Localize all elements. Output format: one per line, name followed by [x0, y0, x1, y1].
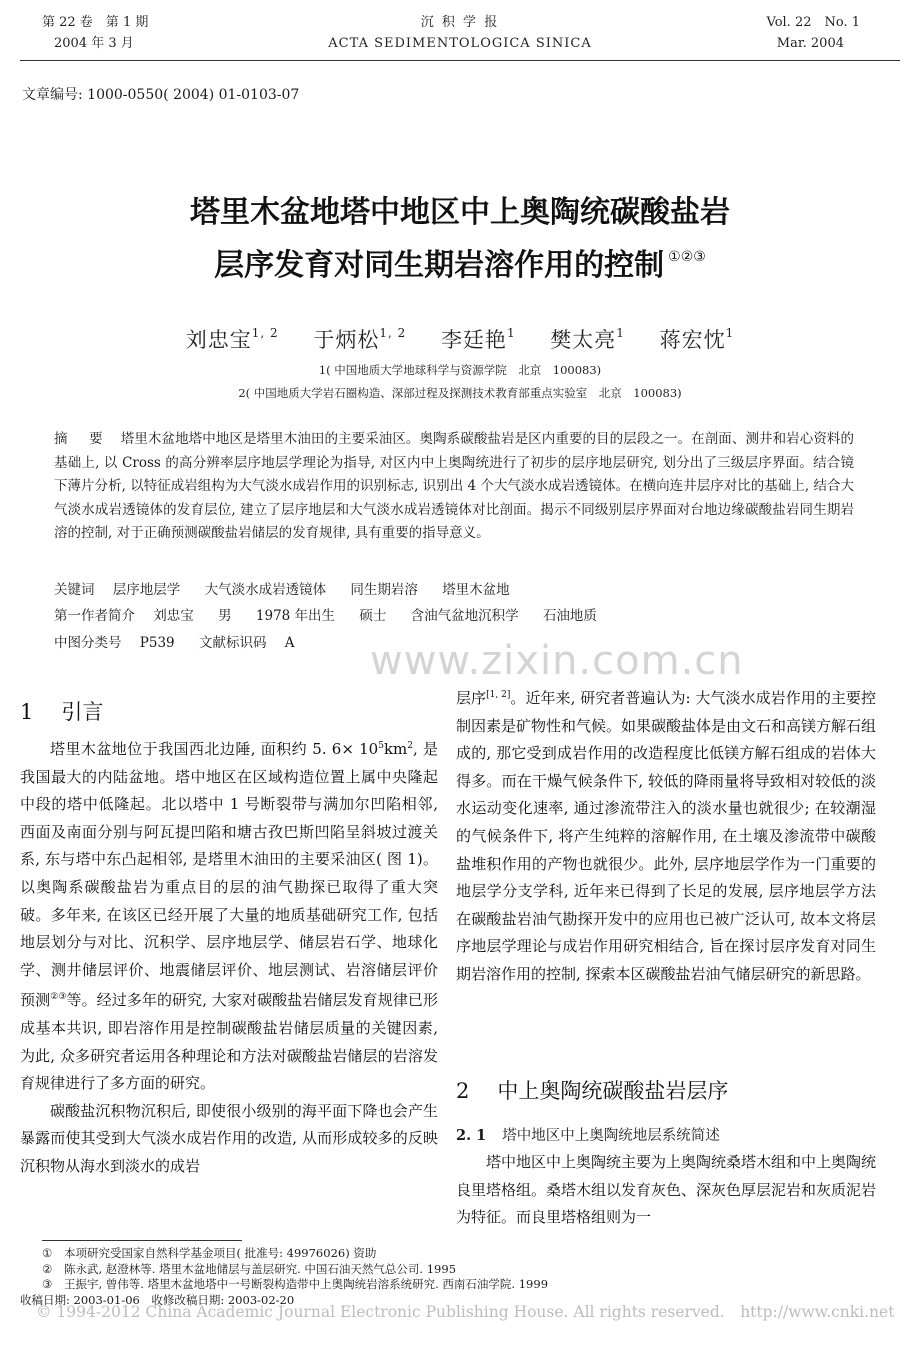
- classification-label: 中图分类号: [54, 635, 122, 651]
- bio-item: 石油地质: [542, 608, 597, 624]
- keyword: 大气淡水成岩透镜体: [204, 582, 327, 598]
- author: [660, 328, 735, 352]
- document-code: A: [284, 635, 295, 651]
- paragraph: [456, 682, 876, 989]
- footnote-text: 本项研究受国家自然科学基金项目( 批准号: 49976026) 资助: [64, 1246, 377, 1260]
- footnote: [42, 1246, 376, 1260]
- keywords-label: 关键词: [54, 582, 95, 598]
- exponent: 5: [378, 741, 384, 751]
- text-run: km: [383, 740, 408, 758]
- volume-issue-en: Vol. 22 No. 1: [766, 15, 860, 30]
- abstract-label: 摘 要: [54, 431, 107, 447]
- author-affiliation: 1, 2: [379, 326, 407, 340]
- author-name: 李廷艳: [440, 328, 507, 352]
- journal-title-en: ACTA SEDIMENTOLOGICA SINICA: [328, 36, 592, 51]
- author: [186, 328, 279, 352]
- footnote-mark: ②③: [50, 992, 67, 1003]
- paragraph: 塔中地区中上奥陶统主要为上奥陶统桑塔木组和中上奥陶统良里塔格组。桑塔木组以发育灰色、深灰色厚层泥岩和灰质泥岩为特征。而良里塔格组则为一: [456, 1153, 877, 1227]
- abstract: [54, 428, 854, 546]
- footnote-mark: ③: [42, 1277, 53, 1291]
- footnote-divider: [42, 1240, 242, 1241]
- section-2-heading: [456, 1075, 728, 1105]
- volume-issue: 第 22 卷 第 1 期: [42, 15, 149, 30]
- paragraph: 碳酸盐沉积物沉积后, 即使很小级别的海平面下降也会产生暴露而使其受到大气淡水成岩作用的改造, 从而形成较多的反映沉积物从海水到淡水的成岩: [20, 1101, 438, 1175]
- bio-item: 男: [218, 608, 232, 624]
- footnote: [42, 1262, 456, 1276]
- right-column: [456, 682, 876, 989]
- author: [313, 328, 406, 352]
- keywords: [54, 578, 854, 598]
- right-column-continued: [456, 1149, 876, 1232]
- watermark: www.zixin.com.cn: [370, 638, 744, 684]
- footnote-text: 王振宇, 曾伟等. 塔里木盆地塔中一号断裂构造带中上奥陶统岩溶系统研究. 西南石油学院. 1999: [64, 1277, 549, 1291]
- title-footnote-marks: ①②③: [668, 249, 706, 265]
- title-line-2-text: 层序发育对同生期岩溶作用的控制: [214, 248, 665, 283]
- text-run: 。近年来, 研究者普遍认为: 大气淡水成岩作用的主要控制因素是矿物性和气候。如果碳酸盐体是由文石和高镁方解石组成的, 那它受到成岩作用的改造程度比低镁方解石组成的岩体大得多。而在干燥气候条件下, 较低的降雨量将导致相对较低的淡水运动变化速率, 通过渗流带注入的淡水量也就很少; 在较潮湿的气候条件下, 将产生纯粹的溶解作用, 在土壤及渗流带中碳酸盐堆积作用的产物也就很少。此外, 层序地层学作为一门重要的地层学分支学科, 近年来已得到了长足的发展, 层序地层学方法在碳酸盐岩油气勘探开发中的应用也已被广泛认可, 故本文将层序地层学理论与成岩作用研究相结合, 旨在探讨层序发育对同生期岩溶作用的控制, 探索本区碳酸盐岩油气储层研究的新思路。: [456, 689, 877, 983]
- author-bio: [54, 604, 854, 624]
- affiliation-2: 2( 中国地质大学岩石圈构造、深部过程及探测技术教育部重点实验室 北京 100083): [238, 386, 682, 400]
- text-run: 层序: [456, 689, 487, 707]
- footnote-text: 陈永武, 赵澄林等. 塔里木盆地储层与盖层研究. 中国石油天然气总公司. 1995: [64, 1262, 457, 1276]
- author-affiliation: 1, 2: [251, 326, 279, 340]
- text-run: , 是我国最大的内陆盆地。塔中地区在区域构造位置上属中央隆起中段的塔中低隆起。北以塔中 1 号断裂带与满加尔凹陷相邻, 西面及南面分别与阿瓦提凹陷和塘古孜巴斯凹陷呈斜坡过渡关系, 东与塔中东凸起相邻, 是塔里木油田的主要采油区( 图 1)。以奥陶系碳酸盐岩为重点目的层的油气勘探已取得了重大突破。多年来, 在该区已经开展了大量的地质基础研究工作, 包括地层划分与对比、沉积学、层序地层学、储层岩石学、地球化学、测井储层评价、地震储层评价、地层测试、岩溶储层评价预测: [20, 740, 438, 1010]
- bio-item: 硕士: [359, 608, 387, 624]
- keyword: 层序地层学: [112, 582, 181, 598]
- author-affiliation: 1: [506, 326, 516, 340]
- citation: [1, 2]: [486, 690, 511, 700]
- footnote-mark: ①: [42, 1246, 53, 1260]
- footnote-mark: ②: [42, 1262, 53, 1276]
- subsection-number: 2. 1: [456, 1127, 487, 1144]
- footnote: [42, 1277, 548, 1291]
- header-divider: [20, 60, 900, 61]
- journal-title-cn: 沉 积 学 报: [420, 15, 500, 30]
- section-title: 引言: [61, 700, 104, 724]
- text-run: 等。经过多年的研究, 大家对碳酸盐岩储层发育规律已形成基本共识, 即岩溶作用是控制碳酸盐岩储层质量的关键因素, 为此, 众多研究者运用各种理论和方法对碳酸盐岩储层的岩溶发育规律进行了多方面的研究。: [20, 991, 438, 1093]
- bio-item: 刘忠宝: [153, 608, 194, 624]
- affiliation-1: 1( 中国地质大学地球科学与资源学院 北京 100083): [318, 363, 602, 377]
- author-name: 蒋宏忱: [659, 328, 726, 352]
- section-number: 1: [20, 700, 34, 724]
- abstract-text: 塔里木盆地塔中地区是塔里木油田的主要采油区。奥陶系碳酸盐岩是区内重要的目的层段之一。在剖面、测井和岩心资料的基础上, 以 Cross 的高分辨率层序地层学理论为指导, 对区内中上奥陶统进行了初步的层序地层研究, 划分出了三级层序界面。结合镜下薄片分析, 以特征成岩组构为大气淡水成岩作用的识别标志, 识别出 4 个大气淡水成岩透镜体。在横向连井层序对比的基础上, 结合大气淡水成岩透镜体的发育层位, 建立了层序地层和大气淡水成岩透镜体对比剖面。揭示不同级别层序界面对台地边缘碳酸盐岩同生期岩溶的控制, 对于正确预测碳酸盐岩储层的发育规律, 具有重要的指导意义。: [54, 431, 855, 541]
- author: [550, 328, 625, 352]
- subsection-title: 塔中地区中上奥陶统地层系统简述: [502, 1128, 720, 1144]
- subsection-2-1-heading: [456, 1124, 720, 1145]
- paragraph: [20, 733, 438, 1098]
- article-number: 文章编号: 1000-0550( 2004) 01-0103-07: [22, 87, 300, 103]
- keyword: 同生期岩溶: [350, 582, 418, 598]
- title-line-2: [0, 234, 920, 289]
- author-affiliation: 1: [616, 326, 625, 340]
- publication-date-en: Mar. 2004: [776, 36, 844, 51]
- author-name: 刘忠宝: [185, 328, 252, 352]
- author: [441, 328, 516, 352]
- text-run: 塔里木盆地位于我国西北边陲, 面积约 5. 6× 10: [50, 740, 379, 758]
- exponent: 2: [407, 741, 414, 751]
- author-name: 于炳松: [313, 328, 380, 352]
- author-affiliation: 1: [725, 326, 735, 340]
- publication-date: 2004 年 3 月: [54, 36, 134, 51]
- author-bio-label: 第一作者简介: [54, 608, 135, 624]
- left-column: [20, 733, 438, 1181]
- section-title: 中上奥陶统碳酸盐岩层序: [497, 1079, 729, 1103]
- bio-item: 含油气盆地沉积学: [410, 608, 519, 624]
- received-dates: 收稿日期: 2003-01-06 收修改稿日期: 2003-02-20: [20, 1293, 295, 1307]
- classification-code: P539: [139, 635, 175, 651]
- bio-item: 1978 年出生: [255, 608, 336, 624]
- keyword: 塔里木盆地: [442, 582, 510, 598]
- section-1-heading: [20, 696, 103, 726]
- document-code-label: 文献标识码: [198, 635, 267, 651]
- title-line-1: 塔里木盆地塔中地区中上奥陶统碳酸盐岩: [190, 195, 730, 230]
- copyright-notice: © 1994-2012 China Academic Journal Electronic Publishing House. All rights reserved. http://www.cnki.net: [36, 1303, 895, 1321]
- author-list: [0, 324, 920, 354]
- section-number: 2: [456, 1079, 470, 1103]
- author-name: 樊太亮: [550, 328, 617, 352]
